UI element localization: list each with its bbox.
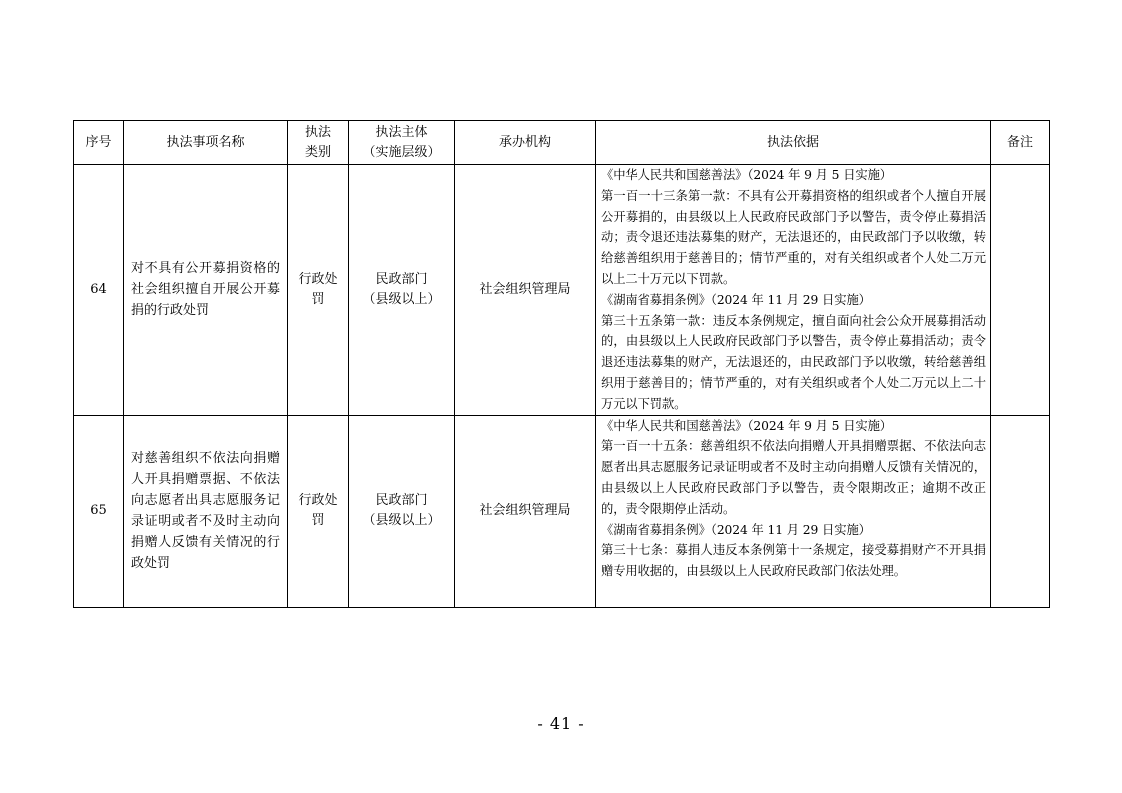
header-basis: 执法依据 [596, 121, 991, 165]
basis-law-title: 《中华人民共和国慈善法》（2024 年 9 月 5 日实施） [601, 168, 892, 182]
row-category: 行政处罚 [288, 415, 349, 607]
header-org: 承办机构 [455, 121, 596, 165]
header-category-line2: 类别 [304, 144, 331, 160]
page-number: - 41 - [537, 714, 585, 733]
header-subject-line2: （实施层级） [362, 144, 441, 160]
row-org: 社会组织管理局 [455, 165, 596, 416]
header-category [288, 121, 349, 165]
header-remark: 备注 [991, 121, 1050, 165]
row-subject [349, 415, 455, 607]
row-subject-line2: （县级以上） [362, 291, 441, 307]
row-subject [349, 165, 455, 416]
basis-law-clause: 第一百一十五条：慈善组织不依法向捐赠人开具捐赠票据、不依法向志愿者出具志愿服务记录证明或者不及时主动向捐赠人反馈有关情况的，由县级以上人民政府民政部门予以警告，责令限期改正；逾期不改正的，责令限期停止活动。 [601, 439, 986, 516]
row-item-name: 对不具有公开募捐资格的社会组织擅自开展公开募捐的行政处罚 [124, 165, 288, 416]
row-item-name: 对慈善组织不依法向捐赠人开具捐赠票据、不依法向志愿者出具志愿服务记录证明或者不及时主动向捐赠人反馈有关情况的行政处罚 [124, 415, 288, 607]
header-subject-line1: 执法主体 [375, 124, 428, 140]
table-row [74, 415, 1050, 607]
row-seq: 65 [74, 415, 124, 607]
header-seq: 序号 [74, 121, 124, 165]
header-item-name: 执法事项名称 [124, 121, 288, 165]
basis-regulation-clause: 第三十五条第一款：违反本条例规定，擅自面向社会公众开展募捐活动的，由县级以上人民政府民政部门予以警告，责令停止募捐活动；责令退还违法募集的财产，无法退还的，由民政部门予以收缴，转给慈善组织用于慈善目的；情节严重的，对有关组织或者个人处二万元以上二十万元以下罚款。 [601, 313, 986, 411]
enforcement-items-table [73, 120, 1050, 608]
basis-regulation-title: 《湖南省募捐条例》（2024 年 11 月 29 日实施） [601, 292, 871, 307]
basis-regulation-title: 《湖南省募捐条例》（2024 年 11 月 29 日实施） [601, 522, 871, 537]
basis-law-title: 《中华人民共和国慈善法》（2024 年 9 月 5 日实施） [601, 418, 892, 433]
row-subject-line2: （县级以上） [362, 513, 441, 529]
row-subject-line1: 民政部门 [375, 271, 428, 287]
header-category-line1: 执法 [304, 124, 331, 140]
table-row [74, 165, 1050, 416]
header-subject [349, 121, 455, 165]
row-basis [596, 415, 991, 607]
table-header-row [74, 121, 1050, 165]
row-basis [596, 165, 991, 416]
row-seq: 64 [74, 165, 124, 416]
basis-regulation-clause: 第三十七条：募捐人违反本条例第十一条规定，接受募捐财产不开具捐赠专用收据的，由县级以上人民政府民政部门依法处理。 [601, 543, 986, 579]
row-remark [991, 415, 1050, 607]
row-category: 行政处罚 [288, 165, 349, 416]
row-remark [991, 165, 1050, 416]
row-org: 社会组织管理局 [455, 415, 596, 607]
row-subject-line1: 民政部门 [375, 493, 428, 509]
basis-law-clause: 第一百一十三条第一款：不具有公开募捐资格的组织或者个人擅自开展公开募捐的，由县级以上人民政府民政部门予以警告，责令停止募捐活动；责令退还违法募集的财产，无法退还的，由民政部门予以收缴，转给慈善组织用于慈善目的；情节严重的，对有关组织或者个人处二万元以上二十万元以下罚款。 [601, 188, 986, 286]
